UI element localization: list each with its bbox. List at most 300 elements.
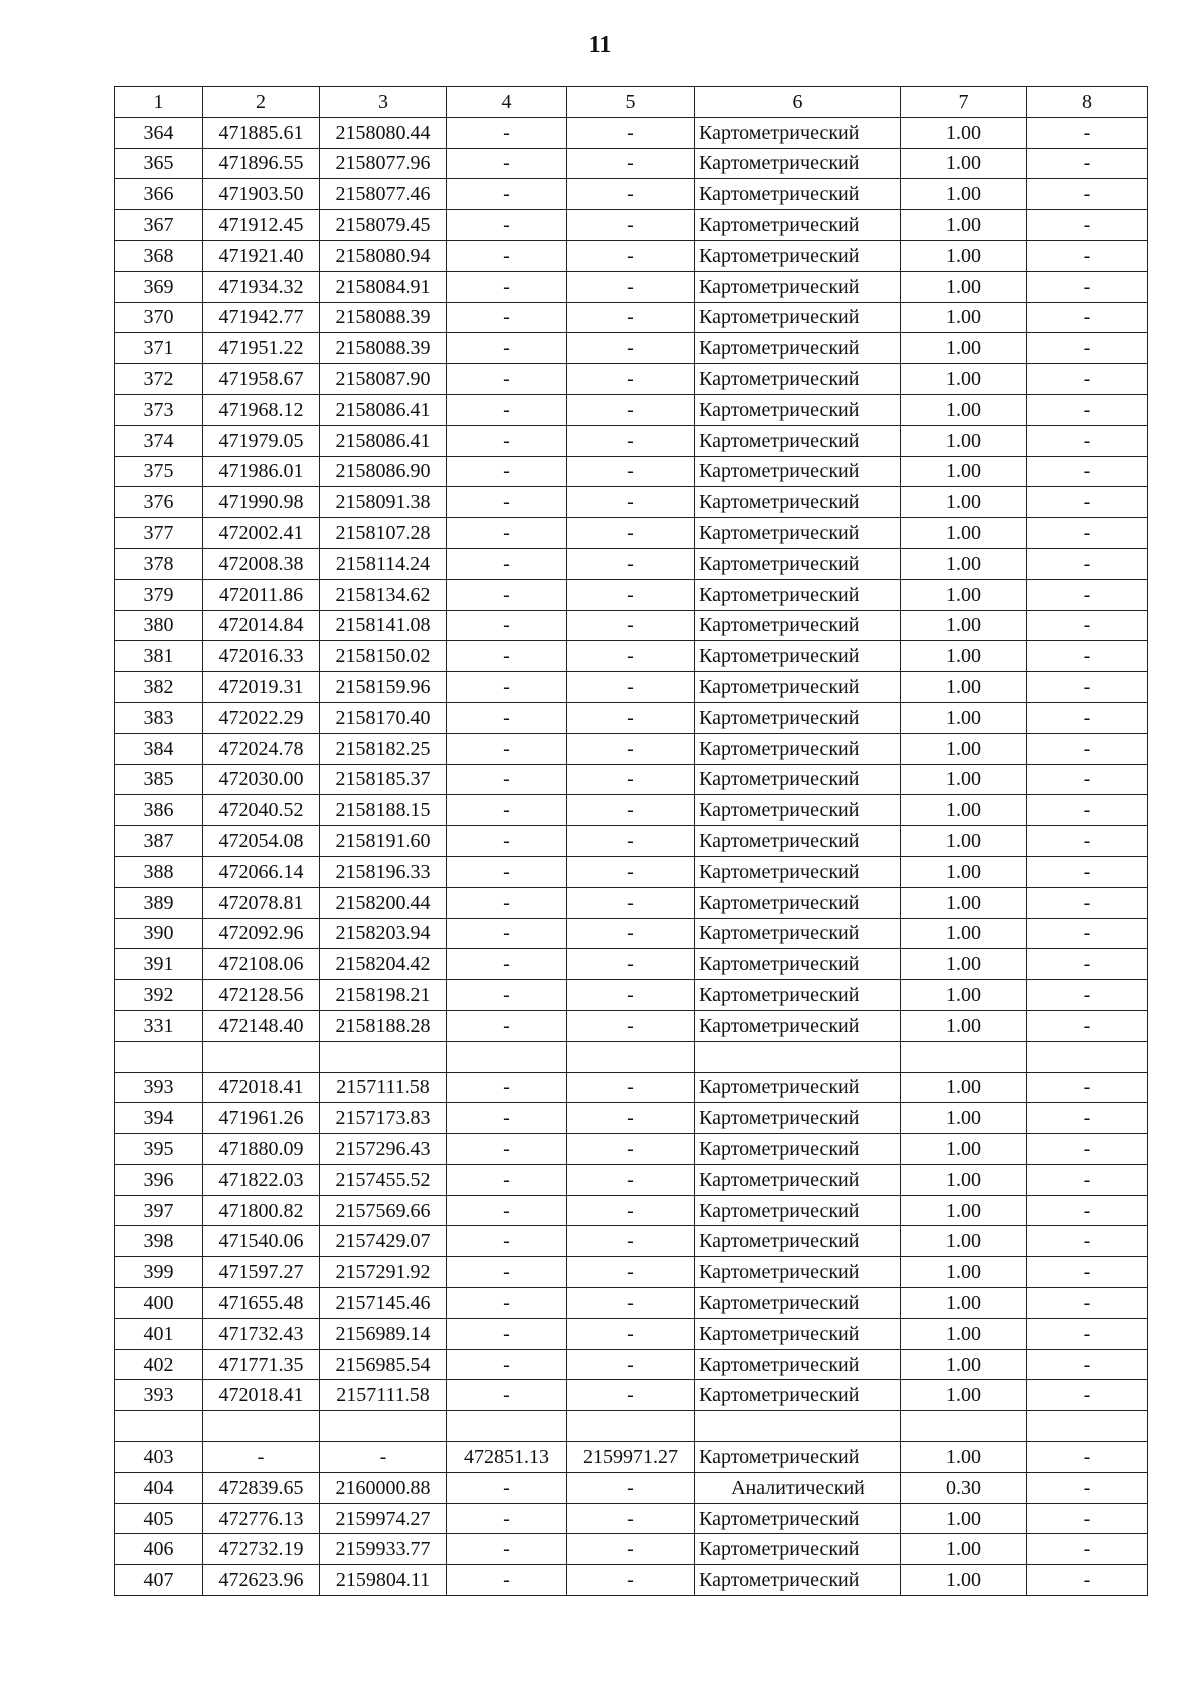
table-cell: 1.00: [901, 302, 1027, 333]
table-cell: 1.00: [901, 487, 1027, 518]
table-cell: -: [447, 333, 567, 364]
table-cell: -: [447, 795, 567, 826]
table-cell: -: [447, 1565, 567, 1596]
table-cell: 2157296.43: [320, 1134, 447, 1165]
table-cell: Картометрический: [695, 179, 901, 210]
table-cell: 471912.45: [203, 210, 320, 241]
table-cell: 2156985.54: [320, 1349, 447, 1380]
table-cell: 379: [115, 579, 203, 610]
table-cell: -: [447, 394, 567, 425]
table-cell: 2157429.07: [320, 1226, 447, 1257]
table-cell: 472108.06: [203, 949, 320, 980]
column-header: 2: [203, 87, 320, 118]
table-cell: -: [1027, 1503, 1148, 1534]
table-cell: 2156989.14: [320, 1318, 447, 1349]
table-cell: -: [567, 1257, 695, 1288]
table-cell: Картометрический: [695, 364, 901, 395]
table-cell: -: [1027, 1164, 1148, 1195]
table-cell: 471951.22: [203, 333, 320, 364]
table-cell: 1.00: [901, 1349, 1027, 1380]
table-cell: -: [1027, 1226, 1148, 1257]
table-cell: -: [567, 856, 695, 887]
table-cell: -: [1027, 795, 1148, 826]
table-cell: 1.00: [901, 1534, 1027, 1565]
table-cell: 2157455.52: [320, 1164, 447, 1195]
table-cell: 472054.08: [203, 826, 320, 857]
table-cell: -: [1027, 487, 1148, 518]
table-cell: 2157569.66: [320, 1195, 447, 1226]
table-cell: 374: [115, 425, 203, 456]
table-cell: -: [567, 1565, 695, 1596]
table-cell: 373: [115, 394, 203, 425]
table-cell: -: [447, 179, 567, 210]
table-cell: 397: [115, 1195, 203, 1226]
table-cell: -: [1027, 702, 1148, 733]
table-cell: Картометрический: [695, 1134, 901, 1165]
table-cell: -: [567, 1226, 695, 1257]
table-cell: Картометрический: [695, 1565, 901, 1596]
table-cell: 367: [115, 210, 203, 241]
table-cell: 0.30: [901, 1472, 1027, 1503]
table-cell: 2158091.38: [320, 487, 447, 518]
table-cell: 471934.32: [203, 271, 320, 302]
table-cell: 394: [115, 1103, 203, 1134]
table-row: [115, 980, 1148, 1011]
table-row: [115, 579, 1148, 610]
table-cell: -: [447, 240, 567, 271]
table-cell: 1.00: [901, 456, 1027, 487]
table-cell: Картометрический: [695, 333, 901, 364]
table-cell: -: [1027, 1442, 1148, 1473]
table-cell: 1.00: [901, 856, 1027, 887]
table-cell: 1.00: [901, 148, 1027, 179]
table-cell: 1.00: [901, 117, 1027, 148]
table-cell: 471880.09: [203, 1134, 320, 1165]
table-cell: [1027, 1041, 1148, 1072]
table-cell: [203, 1041, 320, 1072]
table-cell: 1.00: [901, 1442, 1027, 1473]
table-cell: 1.00: [901, 1195, 1027, 1226]
table-cell: Картометрический: [695, 1103, 901, 1134]
table-cell: 375: [115, 456, 203, 487]
table-cell: [695, 1041, 901, 1072]
table-cell: -: [1027, 1565, 1148, 1596]
table-cell: 2158198.21: [320, 980, 447, 1011]
table-cell: -: [447, 764, 567, 795]
table-row: [115, 1103, 1148, 1134]
table-row: [115, 240, 1148, 271]
table-cell: 472839.65: [203, 1472, 320, 1503]
table-cell: Картометрический: [695, 1349, 901, 1380]
table-cell: 472776.13: [203, 1503, 320, 1534]
table-cell: 1.00: [901, 672, 1027, 703]
table-cell: -: [1027, 1134, 1148, 1165]
table-cell: Картометрический: [695, 1195, 901, 1226]
table-row: [115, 1072, 1148, 1103]
table-cell: 402: [115, 1349, 203, 1380]
table-cell: 368: [115, 240, 203, 271]
table-cell: 376: [115, 487, 203, 518]
table-cell: -: [447, 949, 567, 980]
table-row: [115, 548, 1148, 579]
table-cell: 2158088.39: [320, 333, 447, 364]
table-cell: Картометрический: [695, 764, 901, 795]
table-cell: 2157111.58: [320, 1072, 447, 1103]
table-cell: 1.00: [901, 1257, 1027, 1288]
table-cell: 471958.67: [203, 364, 320, 395]
table-cell: -: [447, 980, 567, 1011]
table-cell: 471942.77: [203, 302, 320, 333]
table-cell: 1.00: [901, 1380, 1027, 1411]
table-cell: -: [567, 425, 695, 456]
table-cell: 378: [115, 548, 203, 579]
table-cell: 1.00: [901, 425, 1027, 456]
table-row: [115, 795, 1148, 826]
table-cell: -: [567, 764, 695, 795]
table-cell: 472024.78: [203, 733, 320, 764]
table-cell: -: [567, 364, 695, 395]
table-cell: -: [447, 1103, 567, 1134]
table-cell: -: [1027, 1349, 1148, 1380]
table-cell: -: [447, 918, 567, 949]
table-cell: Картометрический: [695, 148, 901, 179]
table-cell: -: [567, 610, 695, 641]
table-cell: 396: [115, 1164, 203, 1195]
table-cell: -: [567, 456, 695, 487]
table-row: [115, 949, 1148, 980]
table-row: [115, 518, 1148, 549]
table-cell: -: [567, 1472, 695, 1503]
table-cell: -: [447, 702, 567, 733]
table-cell: 1.00: [901, 1072, 1027, 1103]
table-row: [115, 1134, 1148, 1165]
table-cell: 2158079.45: [320, 210, 447, 241]
table-row: [115, 1257, 1148, 1288]
table-cell: [115, 1041, 203, 1072]
table-cell: Картометрический: [695, 518, 901, 549]
table-cell: 472851.13: [447, 1442, 567, 1473]
table-cell: 405: [115, 1503, 203, 1534]
table-cell: Картометрический: [695, 271, 901, 302]
table-row: [115, 1226, 1148, 1257]
table-cell: Картометрический: [695, 1010, 901, 1041]
table-cell: 2158204.42: [320, 949, 447, 980]
table-cell: Картометрический: [695, 1442, 901, 1473]
table-cell: Картометрический: [695, 1380, 901, 1411]
table-row: [115, 117, 1148, 148]
table-cell: Картометрический: [695, 487, 901, 518]
table-cell: 471885.61: [203, 117, 320, 148]
table-cell: -: [447, 1472, 567, 1503]
table-cell: Картометрический: [695, 672, 901, 703]
table-cell: -: [447, 1195, 567, 1226]
table-row: [115, 918, 1148, 949]
table-cell: 2158182.25: [320, 733, 447, 764]
table-cell: 389: [115, 887, 203, 918]
table-cell: [1027, 1411, 1148, 1442]
table-cell: 472019.31: [203, 672, 320, 703]
column-header: 7: [901, 87, 1027, 118]
table-row: [115, 456, 1148, 487]
table-cell: 364: [115, 117, 203, 148]
table-row: [115, 764, 1148, 795]
table-cell: 391: [115, 949, 203, 980]
table-cell: -: [1027, 117, 1148, 148]
table-cell: 395: [115, 1134, 203, 1165]
table-cell: 399: [115, 1257, 203, 1288]
table-cell: -: [567, 148, 695, 179]
table-cell: 2158077.96: [320, 148, 447, 179]
table-cell: 2158134.62: [320, 579, 447, 610]
table-cell: -: [567, 826, 695, 857]
table-cell: 1.00: [901, 1288, 1027, 1319]
table-cell: Картометрический: [695, 949, 901, 980]
table-cell: -: [1027, 1010, 1148, 1041]
table-cell: 472148.40: [203, 1010, 320, 1041]
table-cell: Картометрический: [695, 1503, 901, 1534]
column-header: 6: [695, 87, 901, 118]
table-cell: 392: [115, 980, 203, 1011]
table-cell: -: [567, 1380, 695, 1411]
table-cell: 380: [115, 610, 203, 641]
table-cell: Картометрический: [695, 1318, 901, 1349]
table-cell: 472018.41: [203, 1072, 320, 1103]
table-row: [115, 148, 1148, 179]
table-cell: -: [447, 148, 567, 179]
table-cell: 472016.33: [203, 641, 320, 672]
table-cell: -: [567, 548, 695, 579]
table-cell: 381: [115, 641, 203, 672]
table-cell: -: [567, 302, 695, 333]
table-cell: 2158086.90: [320, 456, 447, 487]
table-cell: 2158141.08: [320, 610, 447, 641]
table-cell: 1.00: [901, 887, 1027, 918]
table-cell: 1.00: [901, 980, 1027, 1011]
table-cell: -: [1027, 302, 1148, 333]
table-cell: 471921.40: [203, 240, 320, 271]
table-cell: 2158188.28: [320, 1010, 447, 1041]
table-cell: 371: [115, 333, 203, 364]
table-cell: -: [567, 394, 695, 425]
table-cell: -: [1027, 1288, 1148, 1319]
table-cell: -: [1027, 826, 1148, 857]
table-cell: 471979.05: [203, 425, 320, 456]
table-cell: -: [567, 1164, 695, 1195]
table-cell: 472128.56: [203, 980, 320, 1011]
table-cell: -: [1027, 641, 1148, 672]
table-cell: 472014.84: [203, 610, 320, 641]
table-cell: Картометрический: [695, 579, 901, 610]
table-cell: 377: [115, 518, 203, 549]
table-cell: [320, 1041, 447, 1072]
table-cell: -: [1027, 333, 1148, 364]
table-cell: 388: [115, 856, 203, 887]
table-cell: 385: [115, 764, 203, 795]
table-cell: 1.00: [901, 364, 1027, 395]
table-cell: 2158086.41: [320, 425, 447, 456]
table-cell: 1.00: [901, 518, 1027, 549]
table-cell: 1.00: [901, 271, 1027, 302]
table-cell: [901, 1041, 1027, 1072]
table-cell: -: [567, 672, 695, 703]
table-cell: 1.00: [901, 918, 1027, 949]
table-cell: 1.00: [901, 394, 1027, 425]
table-cell: -: [203, 1442, 320, 1473]
table-cell: -: [447, 1226, 567, 1257]
table-cell: -: [1027, 364, 1148, 395]
table-row: [115, 179, 1148, 210]
table-cell: -: [1027, 394, 1148, 425]
table-cell: Картометрический: [695, 610, 901, 641]
table-cell: 2158086.41: [320, 394, 447, 425]
table-cell: -: [567, 579, 695, 610]
table-cell: 2159974.27: [320, 1503, 447, 1534]
table-cell: -: [567, 887, 695, 918]
table-cell: -: [1027, 1257, 1148, 1288]
table-row: [115, 733, 1148, 764]
table-cell: Картометрический: [695, 1288, 901, 1319]
table-cell: -: [567, 1010, 695, 1041]
table-cell: 2158084.91: [320, 271, 447, 302]
table-cell: -: [447, 1134, 567, 1165]
table-cell: 387: [115, 826, 203, 857]
table-cell: 2157173.83: [320, 1103, 447, 1134]
table-cell: -: [567, 641, 695, 672]
table-row: [115, 210, 1148, 241]
table-cell: -: [447, 641, 567, 672]
table-cell: 2158077.46: [320, 179, 447, 210]
table-cell: 369: [115, 271, 203, 302]
table-cell: Картометрический: [695, 1257, 901, 1288]
table-row: [115, 672, 1148, 703]
table-row: [115, 856, 1148, 887]
table-cell: -: [567, 1288, 695, 1319]
table-cell: 382: [115, 672, 203, 703]
table-cell: [901, 1411, 1027, 1442]
table-cell: -: [1027, 887, 1148, 918]
table-cell: [567, 1041, 695, 1072]
table-cell: 471771.35: [203, 1349, 320, 1380]
table-cell: 400: [115, 1288, 203, 1319]
table-cell: 2157291.92: [320, 1257, 447, 1288]
table-cell: -: [447, 733, 567, 764]
table-cell: -: [1027, 949, 1148, 980]
table-cell: -: [567, 271, 695, 302]
table-cell: -: [567, 980, 695, 1011]
table-cell: 331: [115, 1010, 203, 1041]
table-cell: 404: [115, 1472, 203, 1503]
table-cell: 472040.52: [203, 795, 320, 826]
table-row: [115, 364, 1148, 395]
table-cell: -: [320, 1442, 447, 1473]
table-cell: 1.00: [901, 949, 1027, 980]
table-row: [115, 1041, 1148, 1072]
table-cell: -: [1027, 1380, 1148, 1411]
table-cell: -: [447, 548, 567, 579]
table-cell: Картометрический: [695, 826, 901, 857]
table-cell: -: [567, 1534, 695, 1565]
table-cell: -: [1027, 1318, 1148, 1349]
table-header: [115, 87, 1148, 118]
table-cell: -: [567, 1503, 695, 1534]
table-cell: 1.00: [901, 1010, 1027, 1041]
table-cell: 472022.29: [203, 702, 320, 733]
table-cell: -: [447, 887, 567, 918]
table-row: [115, 1534, 1148, 1565]
table-row: [115, 1164, 1148, 1195]
table-cell: Картометрический: [695, 210, 901, 241]
table-cell: 390: [115, 918, 203, 949]
table-cell: 401: [115, 1318, 203, 1349]
table-cell: -: [447, 1380, 567, 1411]
table-cell: -: [567, 1103, 695, 1134]
table-cell: -: [1027, 179, 1148, 210]
table-row: [115, 1503, 1148, 1534]
table-row: [115, 1349, 1148, 1380]
table-cell: 2159971.27: [567, 1442, 695, 1473]
table-cell: -: [1027, 271, 1148, 302]
table-row: [115, 826, 1148, 857]
table-cell: -: [1027, 425, 1148, 456]
table-cell: -: [567, 733, 695, 764]
table-cell: -: [567, 333, 695, 364]
table-cell: [320, 1411, 447, 1442]
table-cell: 1.00: [901, 1503, 1027, 1534]
table-cell: Картометрический: [695, 887, 901, 918]
table-cell: -: [1027, 980, 1148, 1011]
table-cell: 1.00: [901, 1565, 1027, 1596]
table-cell: 2158196.33: [320, 856, 447, 887]
table-cell: 2157145.46: [320, 1288, 447, 1319]
table-cell: -: [447, 487, 567, 518]
table-row: [115, 702, 1148, 733]
table-cell: -: [567, 240, 695, 271]
table-cell: -: [567, 518, 695, 549]
table-cell: -: [447, 1072, 567, 1103]
table-row: [115, 1442, 1148, 1473]
table-cell: Картометрический: [695, 702, 901, 733]
table-cell: 1.00: [901, 579, 1027, 610]
table-cell: 2158088.39: [320, 302, 447, 333]
table-cell: -: [447, 1288, 567, 1319]
table-cell: 365: [115, 148, 203, 179]
table-cell: 1.00: [901, 795, 1027, 826]
table-cell: 1.00: [901, 610, 1027, 641]
table-cell: -: [1027, 456, 1148, 487]
table-cell: 1.00: [901, 333, 1027, 364]
table-cell: -: [447, 1318, 567, 1349]
table-cell: -: [1027, 518, 1148, 549]
table-row: [115, 487, 1148, 518]
table-cell: -: [1027, 579, 1148, 610]
table-cell: 472623.96: [203, 1565, 320, 1596]
table-cell: Картометрический: [695, 240, 901, 271]
table-cell: 2158188.15: [320, 795, 447, 826]
table-cell: 2158087.90: [320, 364, 447, 395]
table-cell: 2158159.96: [320, 672, 447, 703]
table-cell: 471896.55: [203, 148, 320, 179]
column-header: 5: [567, 87, 695, 118]
table-cell: 366: [115, 179, 203, 210]
table-cell: 2160000.88: [320, 1472, 447, 1503]
table-cell: [115, 1411, 203, 1442]
table-row: [115, 641, 1148, 672]
table-cell: 2159933.77: [320, 1534, 447, 1565]
table-row: [115, 1195, 1148, 1226]
table-cell: -: [447, 456, 567, 487]
table-cell: 471732.43: [203, 1318, 320, 1349]
table-cell: 471800.82: [203, 1195, 320, 1226]
